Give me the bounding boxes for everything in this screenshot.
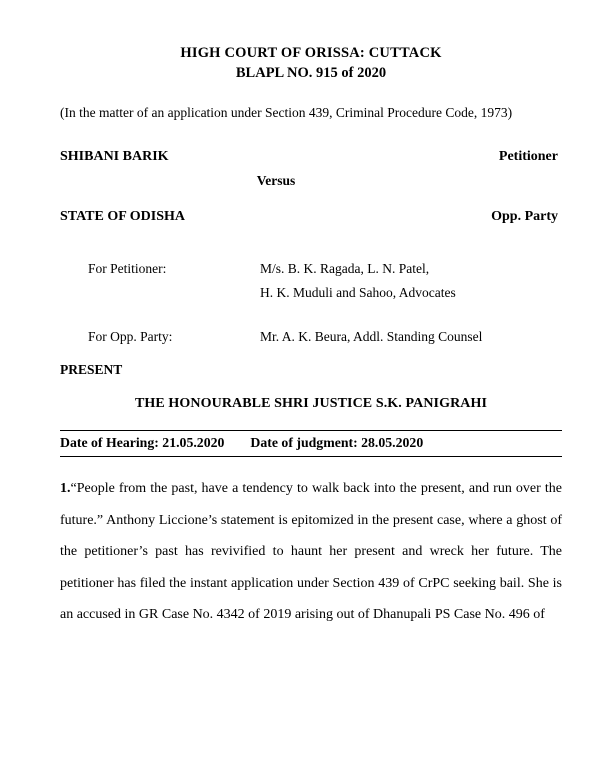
paragraph-1-number: 1. <box>60 481 71 497</box>
counsel-petitioner-value-line1: M/s. B. K. Ragada, L. N. Patel, <box>260 261 430 277</box>
counsel-petitioner-row-continued <box>60 283 562 303</box>
respondent-name: STATE OF ODISHA <box>60 209 185 225</box>
paragraph-1 <box>60 473 562 631</box>
matter-description: (In the matter of an application under Section 439, Criminal Procedure Code, 1973) <box>60 105 513 121</box>
paragraph-1-text: “People from the past, have a tendency to walk back into the present, and run over the future.” Anthony Liccione’s statement is epitomized in the present case, where a ghost of the petitioner’s past has revivified to haunt her present and wreck her future. The petitioner has filed the instant application under Section 439 of CrPC seeking bail. She is an accused in GR Case No. 4342 of 2019 arising out of Dhanupali PS Case No. 496 of <box>60 481 562 623</box>
present-label: PRESENT <box>60 362 123 378</box>
counsel-spacer <box>60 307 562 327</box>
court-title: HIGH COURT OF ORISSA: CUTTACK <box>180 45 442 61</box>
counsel-petitioner-label: For Petitioner: <box>88 261 167 277</box>
counsel-opp-party-label: For Opp. Party: <box>88 328 173 344</box>
counsel-opp-party-value: Mr. A. K. Beura, Addl. Standing Counsel <box>260 328 483 344</box>
dates-bar <box>60 430 562 457</box>
date-of-judgment: Date of judgment: 28.05.2020 <box>250 435 424 451</box>
versus-label: Versus <box>256 173 296 189</box>
case-number: BLAPL NO. 915 of 2020 <box>235 64 387 81</box>
respondent-row <box>60 209 562 225</box>
petitioner-name: SHIBANI BARIK <box>60 149 169 165</box>
petitioner-role: Petitioner <box>498 149 558 165</box>
counsel-petitioner-value-line2: H. K. Muduli and Sahoo, Advocates <box>260 284 456 300</box>
counsel-petitioner-row <box>60 259 562 279</box>
counsel-block <box>60 259 562 346</box>
date-of-hearing: Date of Hearing: 21.05.2020 <box>60 435 225 451</box>
respondent-role: Opp. Party <box>491 209 558 225</box>
petitioner-row <box>60 149 562 165</box>
counsel-petitioner-label-empty <box>60 283 260 303</box>
counsel-opp-party-row <box>60 327 562 347</box>
judge-name: THE HONOURABLE SHRI JUSTICE S.K. PANIGRAHI <box>134 396 488 412</box>
